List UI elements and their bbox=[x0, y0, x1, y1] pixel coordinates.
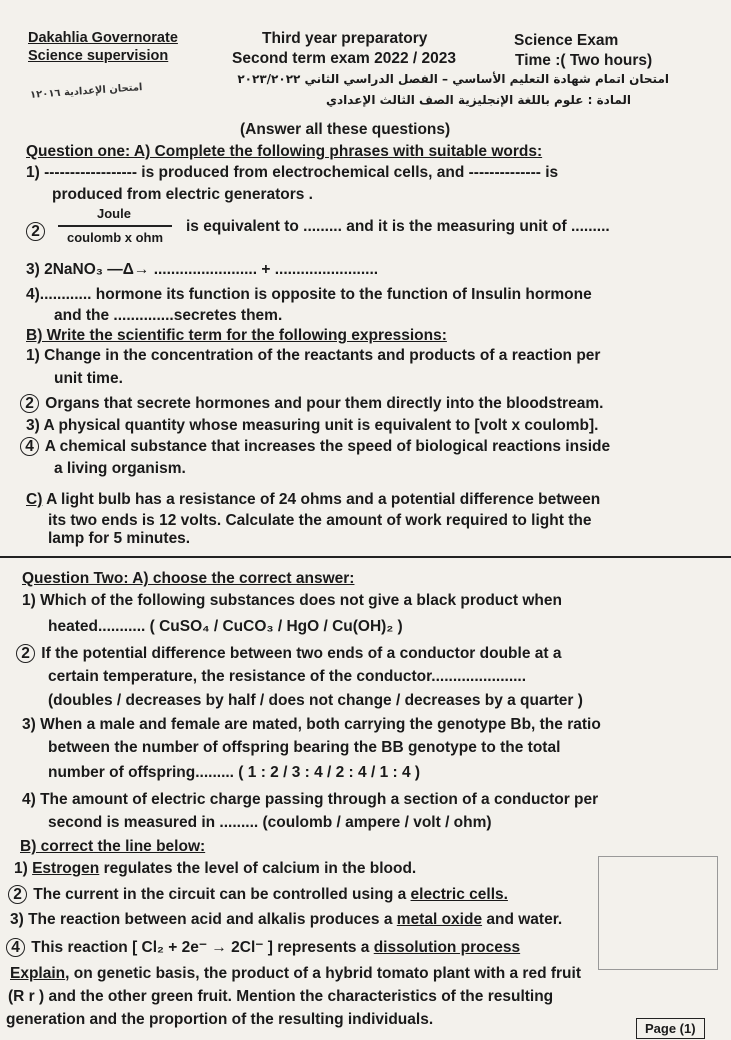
exam-subject: Science Exam bbox=[514, 32, 619, 49]
q1-b4-text: A chemical substance that increases the speed of biological reactions inside bbox=[41, 438, 611, 455]
q2-b3-tail: and water. bbox=[482, 911, 563, 928]
q2-b4 bbox=[6, 938, 520, 957]
q1-a2-text: is equivalent to ......... and it is the measuring unit of ......... bbox=[186, 218, 610, 235]
q2-b2-underlined: electric cells. bbox=[410, 886, 508, 903]
q1-c-cont2: lamp for 5 minutes. bbox=[48, 530, 191, 547]
q1-heading: Question one: A) Complete the following phrases with suitable words: bbox=[26, 143, 543, 160]
exam-grade: Third year preparatory bbox=[262, 30, 428, 47]
q2-b4-text: This reaction [ Cl₂ + 2e⁻ → 2Cl⁻ ] represents a bbox=[27, 939, 374, 956]
q1-a4-cont: and the ..............secretes them. bbox=[54, 307, 283, 324]
q1-b4-cont: a living organism. bbox=[54, 460, 186, 477]
q1-a1-cont: produced from electric generators . bbox=[52, 186, 313, 203]
q2-a2-text: If the potential difference between two ends of a conductor double at a bbox=[37, 645, 562, 662]
supervision-name: Science supervision bbox=[28, 48, 169, 64]
q1-b2 bbox=[20, 394, 603, 413]
q2-b-heading: B) correct the line below: bbox=[20, 838, 206, 855]
q1-a4: 4)............ hormone its function is opposite to the function of Insulin hormone bbox=[26, 286, 592, 303]
q2-a3-cont: between the number of offspring bearing the BB genotype to the total bbox=[48, 739, 561, 756]
q2-c bbox=[10, 965, 581, 983]
q1-b-heading: B) Write the scientific term for the following expressions: bbox=[26, 327, 447, 344]
q2-a1-cont: heated........... ( CuSO₄ / CuCO₃ / HgO / Cu(OH)₂ ) bbox=[48, 618, 403, 635]
q1-b1: 1) Change in the concentration of the reactants and products of a reaction per bbox=[26, 347, 601, 364]
q2-a2 bbox=[16, 644, 561, 663]
circle-mark: 2 bbox=[8, 885, 27, 904]
page-number: Page (1) bbox=[636, 1018, 705, 1039]
inspection-stamp bbox=[598, 856, 718, 970]
q2-c-text: , on genetic basis, the product of a hybrid tomato plant with a red fruit bbox=[65, 965, 581, 982]
q2-b1-text: regulates the level of calcium in the blood. bbox=[99, 860, 417, 877]
q1-c-label: C) bbox=[26, 491, 43, 508]
q2-a1: 1) Which of the following substances does not give a black product when bbox=[22, 592, 562, 609]
q1-c-text: A light bulb has a resistance of 24 ohms and a potential difference between bbox=[42, 491, 601, 508]
circle-mark: 2 bbox=[26, 222, 45, 241]
q2-c-cont1: (R r ) and the other green fruit. Mention the characteristics of the resulting bbox=[8, 988, 554, 1005]
q1-b3: 3) A physical quantity whose measuring unit is equivalent to [volt x coulomb]. bbox=[26, 417, 599, 434]
q1-a3: 3) 2NaNO₃ —Δ→ ........................ + ........................ bbox=[26, 261, 379, 278]
q2-a4-cont: second is measured in ......... (coulomb / ampere / volt / ohm) bbox=[48, 814, 492, 831]
q2-b2 bbox=[8, 885, 508, 904]
instruction: (Answer all these questions) bbox=[240, 121, 451, 138]
arabic-exam-title: امتحان اتمام شهادة التعليم الأساسي – الفصل الدراسي الثاني ٢٠٢٣/٢٠٢٢ bbox=[237, 72, 669, 86]
q2-b1-underlined: Estrogen bbox=[32, 860, 100, 877]
q2-b3-underlined: metal oxide bbox=[396, 911, 483, 928]
fraction-bar bbox=[58, 225, 172, 227]
q1-a2-number bbox=[26, 222, 47, 241]
q2-a4: 4) The amount of electric charge passing through a section of a conductor per bbox=[22, 791, 599, 808]
arabic-subject-line: المادة : علوم باللغة الإنجليزية الصف الثالث الإعدادي bbox=[326, 93, 631, 107]
q2-a3: 3) When a male and female are mated, both carrying the genotype Bb, the ratio bbox=[22, 716, 601, 733]
q1-b1-cont: unit time. bbox=[54, 370, 123, 387]
q1-b2-text: Organs that secrete hormones and pour them directly into the bloodstream. bbox=[41, 395, 604, 412]
q2-a3-options: number of offspring......... ( 1 : 2 / 3 : 4 / 2 : 4 / 1 : 4 ) bbox=[48, 764, 421, 781]
section-divider bbox=[0, 556, 731, 558]
q2-a2-options: (doubles / decreases by half / does not change / decreases by a quarter ) bbox=[48, 692, 583, 709]
q2-c-cont2: generation and the proportion of the resulting individuals. bbox=[6, 1011, 434, 1028]
q2-b4-underlined: dissolution process bbox=[373, 939, 521, 956]
q1-c bbox=[26, 491, 600, 509]
q2-heading: Question Two: A) choose the correct answer: bbox=[22, 570, 355, 587]
circle-mark: 2 bbox=[20, 394, 39, 413]
q1-b4 bbox=[20, 437, 610, 456]
q2-b3-text: 3) The reaction between acid and alkalis produces a bbox=[10, 911, 397, 928]
circle-mark: 4 bbox=[20, 437, 39, 456]
q2-b1-num: 1) bbox=[14, 860, 33, 877]
q2-a2-cont: certain temperature, the resistance of the conductor...................... bbox=[48, 668, 527, 685]
circle-mark: 4 bbox=[6, 938, 25, 957]
fraction-numerator: Joule bbox=[97, 206, 131, 221]
governorate-name: Dakahlia Governorate bbox=[28, 30, 178, 46]
q2-b1 bbox=[14, 860, 416, 878]
q2-c-keyword: Explain bbox=[10, 965, 66, 982]
circle-mark: 2 bbox=[16, 644, 35, 663]
exam-time: Time :( Two hours) bbox=[515, 52, 653, 69]
fraction-denominator: coulomb x ohm bbox=[66, 230, 164, 245]
q1-c-cont1: its two ends is 12 volts. Calculate the amount of work required to light the bbox=[48, 512, 592, 529]
q1-a1: 1) ------------------ is produced from electrochemical cells, and -------------- is bbox=[26, 164, 559, 181]
q2-b3 bbox=[10, 911, 562, 929]
header-stamp: امتحان الإعدادية ١٢٠١٦ bbox=[29, 82, 143, 101]
exam-term: Second term exam 2022 / 2023 bbox=[232, 50, 457, 67]
q2-b2-text: The current in the circuit can be controlled using a bbox=[29, 886, 411, 903]
